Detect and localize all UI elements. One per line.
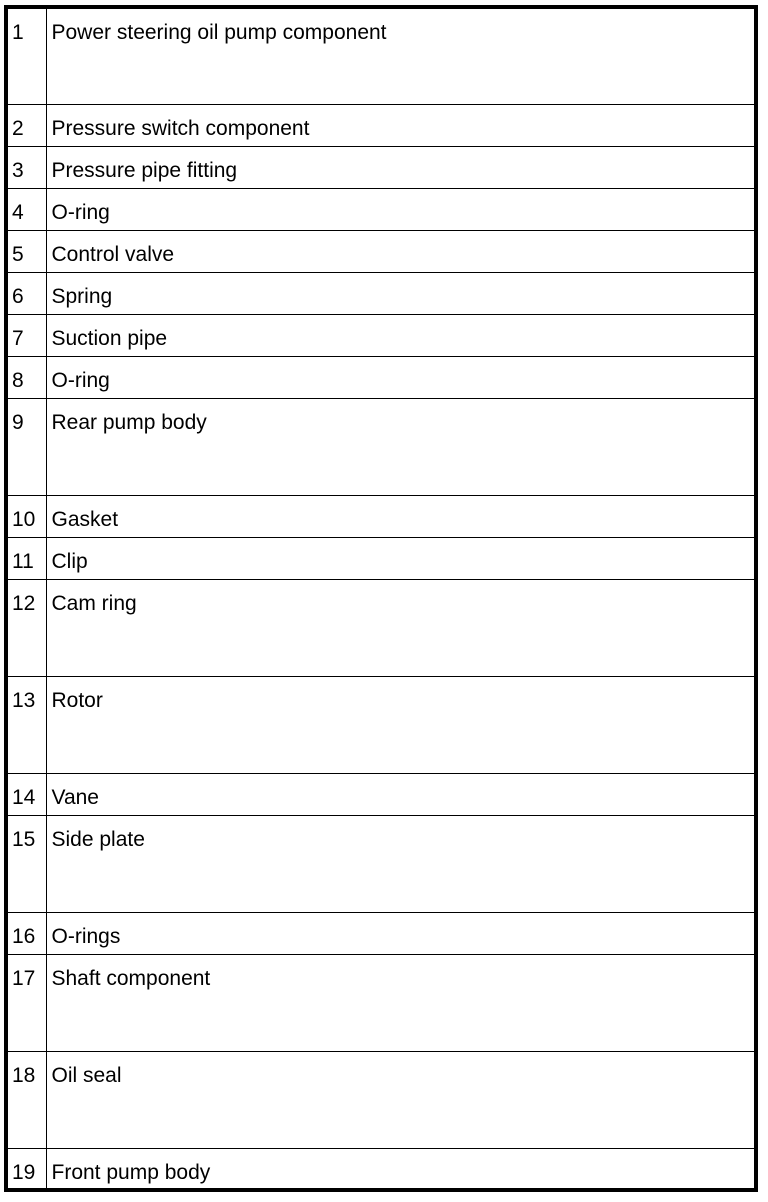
part-number: 11 [6,537,46,579]
table-row [6,1148,756,1190]
part-name: Cam ring [46,579,756,676]
part-number: 10 [6,495,46,537]
part-number: 4 [6,188,46,230]
part-name: Power steering oil pump component [46,7,756,104]
part-number: 12 [6,579,46,676]
table-row [6,146,756,188]
part-number: 2 [6,104,46,146]
part-name: Rotor [46,676,756,773]
table-row [6,495,756,537]
part-number: 13 [6,676,46,773]
part-name: Front pump body [46,1148,756,1190]
table-row [6,314,756,356]
table-row [6,815,756,912]
part-name: Spring [46,272,756,314]
part-name: Pressure switch component [46,104,756,146]
part-number: 6 [6,272,46,314]
table-row [6,676,756,773]
table-row [6,912,756,954]
part-name: O-ring [46,188,756,230]
part-name: Suction pipe [46,314,756,356]
part-name: Shaft component [46,954,756,1051]
part-name: Pressure pipe fitting [46,146,756,188]
part-name: Control valve [46,230,756,272]
part-number: 3 [6,146,46,188]
table-row [6,398,756,495]
parts-list-body [6,7,756,1190]
part-number: 5 [6,230,46,272]
part-name: Vane [46,773,756,815]
part-number: 7 [6,314,46,356]
table-row [6,954,756,1051]
part-number: 14 [6,773,46,815]
part-name: Oil seal [46,1051,756,1148]
part-number: 1 [6,7,46,104]
part-number: 8 [6,356,46,398]
table-row [6,104,756,146]
part-name: Gasket [46,495,756,537]
table-row [6,773,756,815]
table-row [6,7,756,104]
part-name: Clip [46,537,756,579]
table-row [6,230,756,272]
part-name: Side plate [46,815,756,912]
part-number: 19 [6,1148,46,1190]
part-name: O-rings [46,912,756,954]
part-name: O-ring [46,356,756,398]
part-number: 17 [6,954,46,1051]
table-row [6,579,756,676]
table-row [6,537,756,579]
part-number: 9 [6,398,46,495]
part-number: 18 [6,1051,46,1148]
table-row [6,188,756,230]
table-row [6,356,756,398]
table-row [6,272,756,314]
parts-list-table [4,5,758,1192]
part-number: 15 [6,815,46,912]
part-number: 16 [6,912,46,954]
table-row [6,1051,756,1148]
part-name: Rear pump body [46,398,756,495]
